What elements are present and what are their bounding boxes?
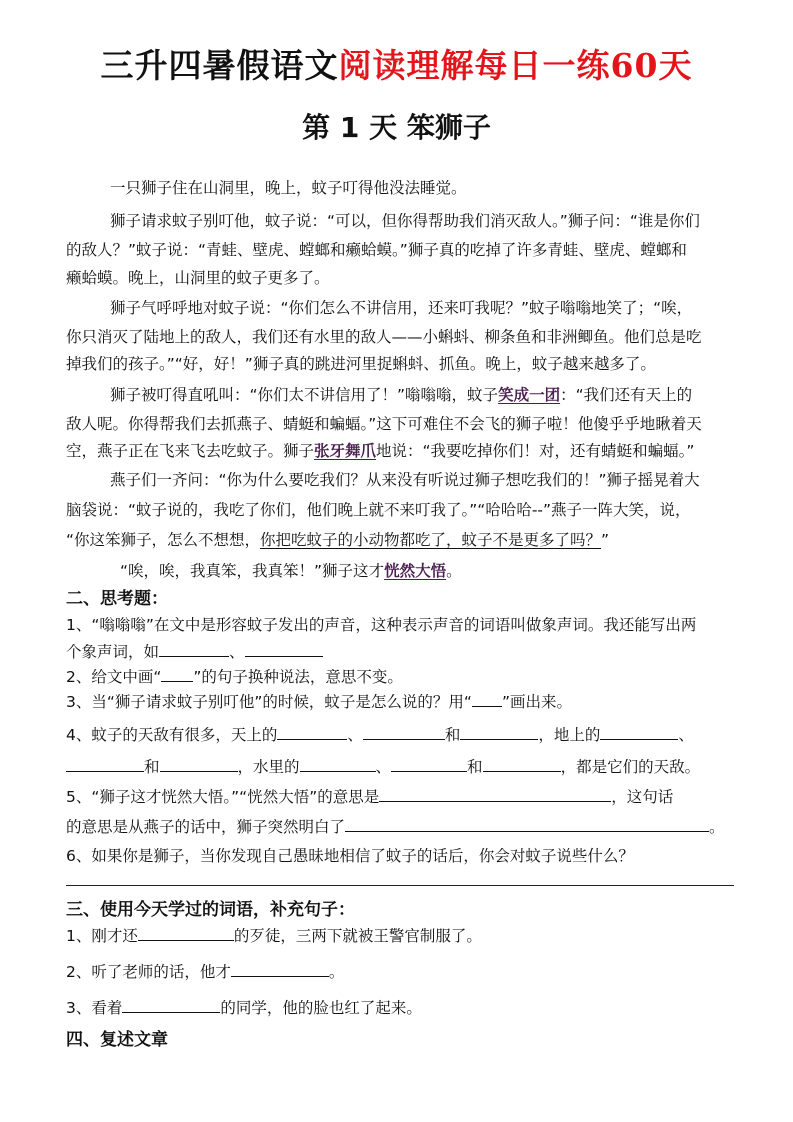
article-line: 狮子气呼呼地对蚊子说：“你们怎么不讲信用，还来叮我呢？”蚊子嗡嗡地笑了；“唉， [110,299,693,317]
highlighted-word: 恍然大悟 [384,562,447,580]
answer-blank[interactable] [160,755,238,772]
day-title: 第 1 天 笨狮子 [302,111,491,144]
article-line: 掉我们的孩子。”“好，好！”狮子真的跳进河里捉蝌蚪、抓鱼。晚上，蚊子越来越多了。 [66,355,656,373]
question-line [66,785,736,808]
underlined-sentence: 你把吃蚊子的小动物都吃了，蚊子不是更多了吗？ [260,531,602,549]
text-segment: 3、当“狮子请求蚊子别叮他”的时候，蚊子是怎么说的？用“ [66,693,472,711]
text-segment: 、 [678,726,694,744]
text-segment: ，都是它们的天敌。 [560,758,701,776]
answer-blank[interactable] [391,755,467,772]
article-line [66,440,736,462]
answer-blank[interactable] [363,723,445,740]
text-segment: 。 [446,562,462,580]
worksheet-title [0,40,793,87]
answer-blank[interactable] [460,723,538,740]
answer-blank[interactable] [122,996,220,1013]
text-segment: 5、“狮子这才恍然大悟。”“恍然大悟”的意思是 [66,788,380,806]
article-line [66,384,780,406]
question-line: 6、如果你是狮子，当你发现自己愚昧地相信了蚊子的话后，你会对蚊子说些什么？ [66,847,634,865]
text-segment: 。 [709,818,725,836]
title-black-part: 三升四暑假语文 [100,46,339,85]
answer-blank[interactable] [483,755,561,772]
title-red-part: 阅读理解每日一练60天 [338,46,693,85]
text-segment: ，水里的 [237,758,300,776]
text-segment: 3、看着 [66,999,123,1017]
text-segment: ”的句子换种说法，意思不变。 [193,668,403,686]
text-segment: 、 [229,643,245,661]
sentence-line [66,996,736,1019]
text-segment: 4、蚊子的天敌有很多，天上的 [66,726,278,744]
text-segment: 和 [444,726,461,744]
text-segment: 和 [144,758,160,776]
answer-blank[interactable] [277,723,347,740]
text-segment: “唉，唉，我真笨，我真笨！”狮子这才 [120,562,385,580]
article-line: 脑袋说：“蚊子说的，我吃了你们，他们晚上就不来叮我了。”“哈哈哈--”燕子一阵大笑，说， [66,501,691,519]
answer-blank[interactable] [66,755,144,772]
answer-blank[interactable] [300,755,376,772]
section-heading: 三、使用今天学过的词语，补充句子： [66,900,355,920]
question-line [66,815,736,838]
answer-blank[interactable] [600,723,678,740]
sentence-line [66,960,736,983]
text-segment: 、 [347,726,363,744]
text-segment: 的歹徒，三两下就被王警官制服了。 [233,927,482,945]
text-segment: 、 [375,758,392,776]
answer-blank[interactable] [138,924,234,941]
text-segment: 2、听了老师的话，他才 [66,963,231,981]
answer-line[interactable] [66,885,734,886]
highlighted-word: 张牙舞爪 [314,442,377,460]
article-line: 燕子们一齐问：“你为什么要吃我们？从来没有听说过狮子想吃我们的！”狮子摇晃着大 [110,471,700,489]
text-segment: 狮子被叮得直吼叫：“你们太不讲信用了！”嗡嗡嗡，蚊子 [110,386,499,404]
text-segment: 的意思是从燕子的话中，狮子突然明白了 [66,818,346,836]
question-line [66,640,736,663]
text-segment: 1、刚才还 [66,927,138,945]
question-line [66,723,736,746]
article-line: 癞蛤蟆。晚上，山洞里的蚊子更多了。 [66,269,330,287]
text-segment: ，地上的 [538,726,601,744]
text-segment: 空，燕子正在飞来飞去吃蚊子。狮子 [66,442,315,460]
underline-sample [472,690,502,707]
section-heading: 二、思考题： [66,589,168,609]
question-line [66,690,736,713]
article-line: 敌人呢。你得帮我们去抓燕子、蜻蜓和蝙蝠。”这下可难住不会飞的狮子啦！他傻乎乎地瞅着天 [66,415,702,433]
text-segment: 地说：“我要吃掉你们！对，还有蜻蜓和蝙蝠。” [376,442,695,460]
article-line: 一只狮子住在山洞里，晚上，蚊子叮得他没法睡觉。 [110,179,467,197]
underline-sample [161,665,193,682]
section-heading: 四、复述文章 [66,1030,168,1050]
answer-blank[interactable] [245,640,323,657]
article-line: 的敌人？”蚊子说：“青蛙、壁虎、螳螂和癞蛤蟆。”狮子真的吃掉了许多青蛙、壁虎、螳螂和 [66,241,687,259]
sentence-line [66,924,736,947]
highlighted-word: 笑成一团 [498,386,561,404]
answer-blank[interactable] [231,960,329,977]
text-segment: ” [601,531,610,549]
text-segment: ，这句话 [611,788,674,806]
question-line [66,665,736,688]
answer-blank[interactable] [379,785,611,802]
text-segment: 。 [328,963,345,981]
article-line: 你只消灭了陆地上的敌人，我们还有水里的敌人——小蝌蚪、柳条鱼和非洲鲫鱼。他们总是吃 [66,328,702,346]
answer-blank[interactable] [159,640,229,657]
text-segment: ：“我们还有天上的 [560,386,693,404]
article-line: 狮子请求蚊子别叮他，蚊子说：“可以，但你得帮助我们消灭敌人。”狮子问：“谁是你们 [110,212,700,230]
question-line [66,755,736,778]
text-segment: 的同学，他的脸也红了起来。 [220,999,422,1017]
article-line [66,560,790,582]
question-line: 1、“嗡嗡嗡”在文中是形容蚊子发出的声音，这种表示声音的词语叫做象声词。我还能写出两 [66,616,697,634]
text-segment: 2、给文中画“ [66,668,162,686]
answer-blank[interactable] [345,815,709,832]
text-segment: ”画出来。 [501,693,572,711]
article-line [66,529,736,551]
text-segment: “你这笨狮子，怎么不想想， [66,531,261,549]
text-segment: 个象声词，如 [66,643,160,661]
text-segment: 和 [467,758,483,776]
